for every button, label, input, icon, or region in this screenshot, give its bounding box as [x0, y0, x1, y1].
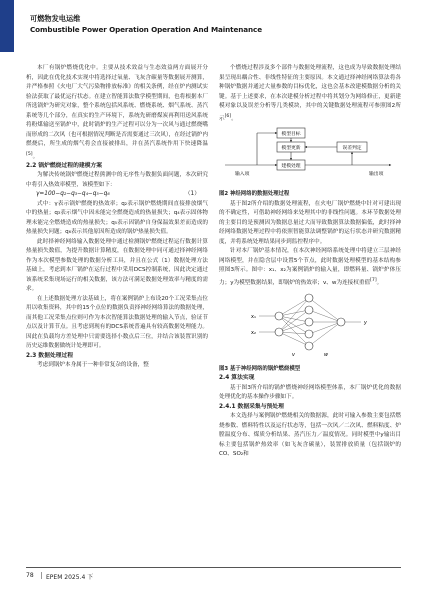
header-accent-bar	[0, 0, 14, 52]
hidden-node-3	[305, 318, 313, 326]
left-paragraph-1: 本厂有锅炉燃烧优化中。主要从技术效益与生态效益两方面展开分析，因此在优化技术实现中将选择过氧量、飞灰含碳量等数据展开测算，并严格参照《火电厂大气污染物排放标准》的相关条例，经在炉内测试实验法获取了最优运行状态。在建立智能算法数学模型期间，也将根据本厂所选锅炉为研究对象，整个系统包括风系统、燃烧系统、烟气系统、蒸汽系统等几个部分，在真实的生产环境下，系统先研磨煤炭再利用送风系统将粉煤输送至锅炉中，此时锅炉的生产过程可以分为一次风与通过燃烧嘴而形成的二次风（也可根据情况判断是否需要通过三次风），在经过锅炉内燃烧后，所生成的烟气将会直接被排出，并在蒸汽系统作用下快速降温[5]。	[26, 65, 208, 160]
right-paragraph-2: 基于图2所介绍的数据处理流程，在火电厂锅炉燃烧中针对可建出现的不确定性，可借助神经网络来处理其中的非线性问题。本环节数据处理的主要目的是预测因为数据总量过大而导致数据算法数据偏低，此时择神经网络数据处理过程中将依照智能算法调整锅炉的运行状态并研究数据精度，并将系统处理结果同步到监控程序中。	[219, 200, 401, 245]
right-paragraph-3: 针对本厂锅炉基本情况，在本次神经网络系统处理中将建立三层神经网络模型，并在隐含层中设置5个节点，此时数据处理模型的基本结构参照图3所示。图中：x₁、x₂为案例锅炉的输入量，即燃料量、锅炉炉体压力；y为模型数据结果，即锅炉的热效率；v、w为连接权重值[7]。	[219, 248, 401, 286]
w-label: w	[324, 352, 329, 359]
hidden-node-2	[305, 306, 313, 314]
hidden-node-1	[305, 294, 313, 302]
output-label: 输出项	[369, 171, 384, 177]
page-header	[0, 0, 427, 52]
right-paragraph-1: 个燃烧过程涉及多个部件与数据处理流程，这也成为导致数据处理结果呈现出耦合性、非线性特征的主要原因。本文通过择神经网络算法将各种锅炉数据并通过大量参数的目标优化，这也会基本改建模数据分析的关键。基于上述要求，在本次建模分析过程中将其划分为网络修正，更新建模对象以及误差分析等几类模块，其中的关键数据处理流程可参照图2所示[6]。	[219, 65, 401, 122]
input-node-1	[275, 312, 283, 320]
header-subtitle: Combustible Power Operation Operation And Maintenance	[30, 25, 262, 34]
hidden-node-4	[305, 330, 313, 338]
equation-1-number: （1）	[184, 191, 200, 198]
right-paragraph-4: 基于图3所介绍的锅炉燃烧神经网络模型体系，本厂锅炉优化的数据处理优化的基本操作步骤如下。	[219, 384, 401, 401]
figure-2-diagram	[219, 124, 401, 186]
section-heading-2-3: 2.3 数据处理过程	[26, 352, 74, 359]
figure-3-network	[219, 288, 401, 360]
input-node-2	[275, 328, 283, 336]
update-label: 模型更新	[281, 145, 301, 151]
left-paragraph-2: 为解决传统锅炉燃烧过程熊测中的无序性与数据负面问题，本次研究中将引入热效率模型，该模型如下：	[26, 172, 208, 188]
magazine-issue: EPEM 2025.4 下	[46, 574, 94, 581]
x1-label: x₁	[251, 314, 256, 321]
section-heading-2-4-1: 2.4.1 数据采集与预处理	[219, 403, 284, 410]
left-paragraph-3: 式中：γ表示锅炉燃烧的热效率；q₂表示锅炉燃烧期间直接排放烟气中的热量；q₃表示烟气中因未能完全燃烧造成的热量损失；q₄表示固体物理未能完全燃烧造成的热量损失；q₅表示因锅炉自身保温效果差而造成的热量损失问题；q₆表示其他原因所造成的锅炉热量损失值。	[26, 200, 208, 236]
figure-2	[219, 124, 401, 200]
hidden-node-5	[305, 342, 313, 350]
left-paragraph-6: 考虑到锅炉本身属于一种非常复杂的设备，整	[37, 362, 149, 369]
model-build-label: 建模处理	[281, 163, 301, 169]
figure-3-caption: 图3 基于神经网络的锅炉燃烧模型	[219, 365, 301, 372]
left-column	[26, 64, 208, 371]
y-label: y	[364, 320, 367, 327]
section-heading-2-4: 2.4 算法实现	[219, 375, 255, 382]
figure-3	[219, 288, 401, 374]
input-label: 输入项	[235, 171, 250, 177]
right-column	[219, 64, 401, 460]
left-paragraph-5: 在上述数据处理方法基础上，将在案例锅炉上布设20个工况采集点位用以收集资料，其中的15个点位的数据负责择神经网络算法的数据处理，而其他工况采集点位则可作为本次智能算法数据处理的输入节点，验证节点以及计算节点。且考虑到现有的DCS系统普遍具有较高数据处理能力。因此在负载均方差处理中只需要选择小数点后三位，并结合该装置识别的历史运维数据做统计处理即可。	[26, 295, 208, 350]
v-label: v	[292, 352, 295, 359]
header-title: 可燃物发电运维	[30, 14, 81, 23]
figure-2-caption: 图2 神经网络的数据处理过程	[219, 191, 290, 198]
equation-1: γ=100−q₂−q₃−q₄−q₅−q₆ （1）	[26, 190, 208, 200]
section-heading-2-2: 2.2 锅炉燃烧过程的建模方案	[26, 162, 103, 169]
left-paragraph-4: 此时择神经网络输入数据处理中通过检测锅炉燃烧过程运行数据计算热量损失数值，为提升数据计算精度，在数据处理中同可通过择神经网络作为本次模型参数处理的数据分析工具，并且在公式（1）数据处理方法基础上，考虑到本厂锅炉在运行过程中采用DCS控制系统，因此决定通过该系统采集现场运行的相关数据，该方法可满足数据处理效率与精度的需求。	[26, 238, 208, 293]
x2-label: x₂	[251, 330, 256, 337]
model-target-label: 模型目标	[281, 131, 301, 137]
footer-separator	[41, 572, 42, 579]
footer-rule	[26, 567, 401, 568]
output-node	[337, 318, 345, 326]
page-number: 78	[26, 572, 34, 579]
error-label: 误差判定	[342, 145, 362, 151]
right-paragraph-5: 本文选择与案例锅炉燃烧相关的数据源，此时可输入参数主要包括燃烧参数、燃料特性以及运行状态等，包括一次风／二次风、燃料粘度、炉膛温度分布、煤质分析结果、蒸汽压力／温度情况。同时模型中y输出目标主要包括锅炉热效率（如飞灰含碳量），装置排放质量（包括锅炉的CO、SO₂和	[219, 413, 401, 458]
page-footer	[0, 567, 427, 583]
